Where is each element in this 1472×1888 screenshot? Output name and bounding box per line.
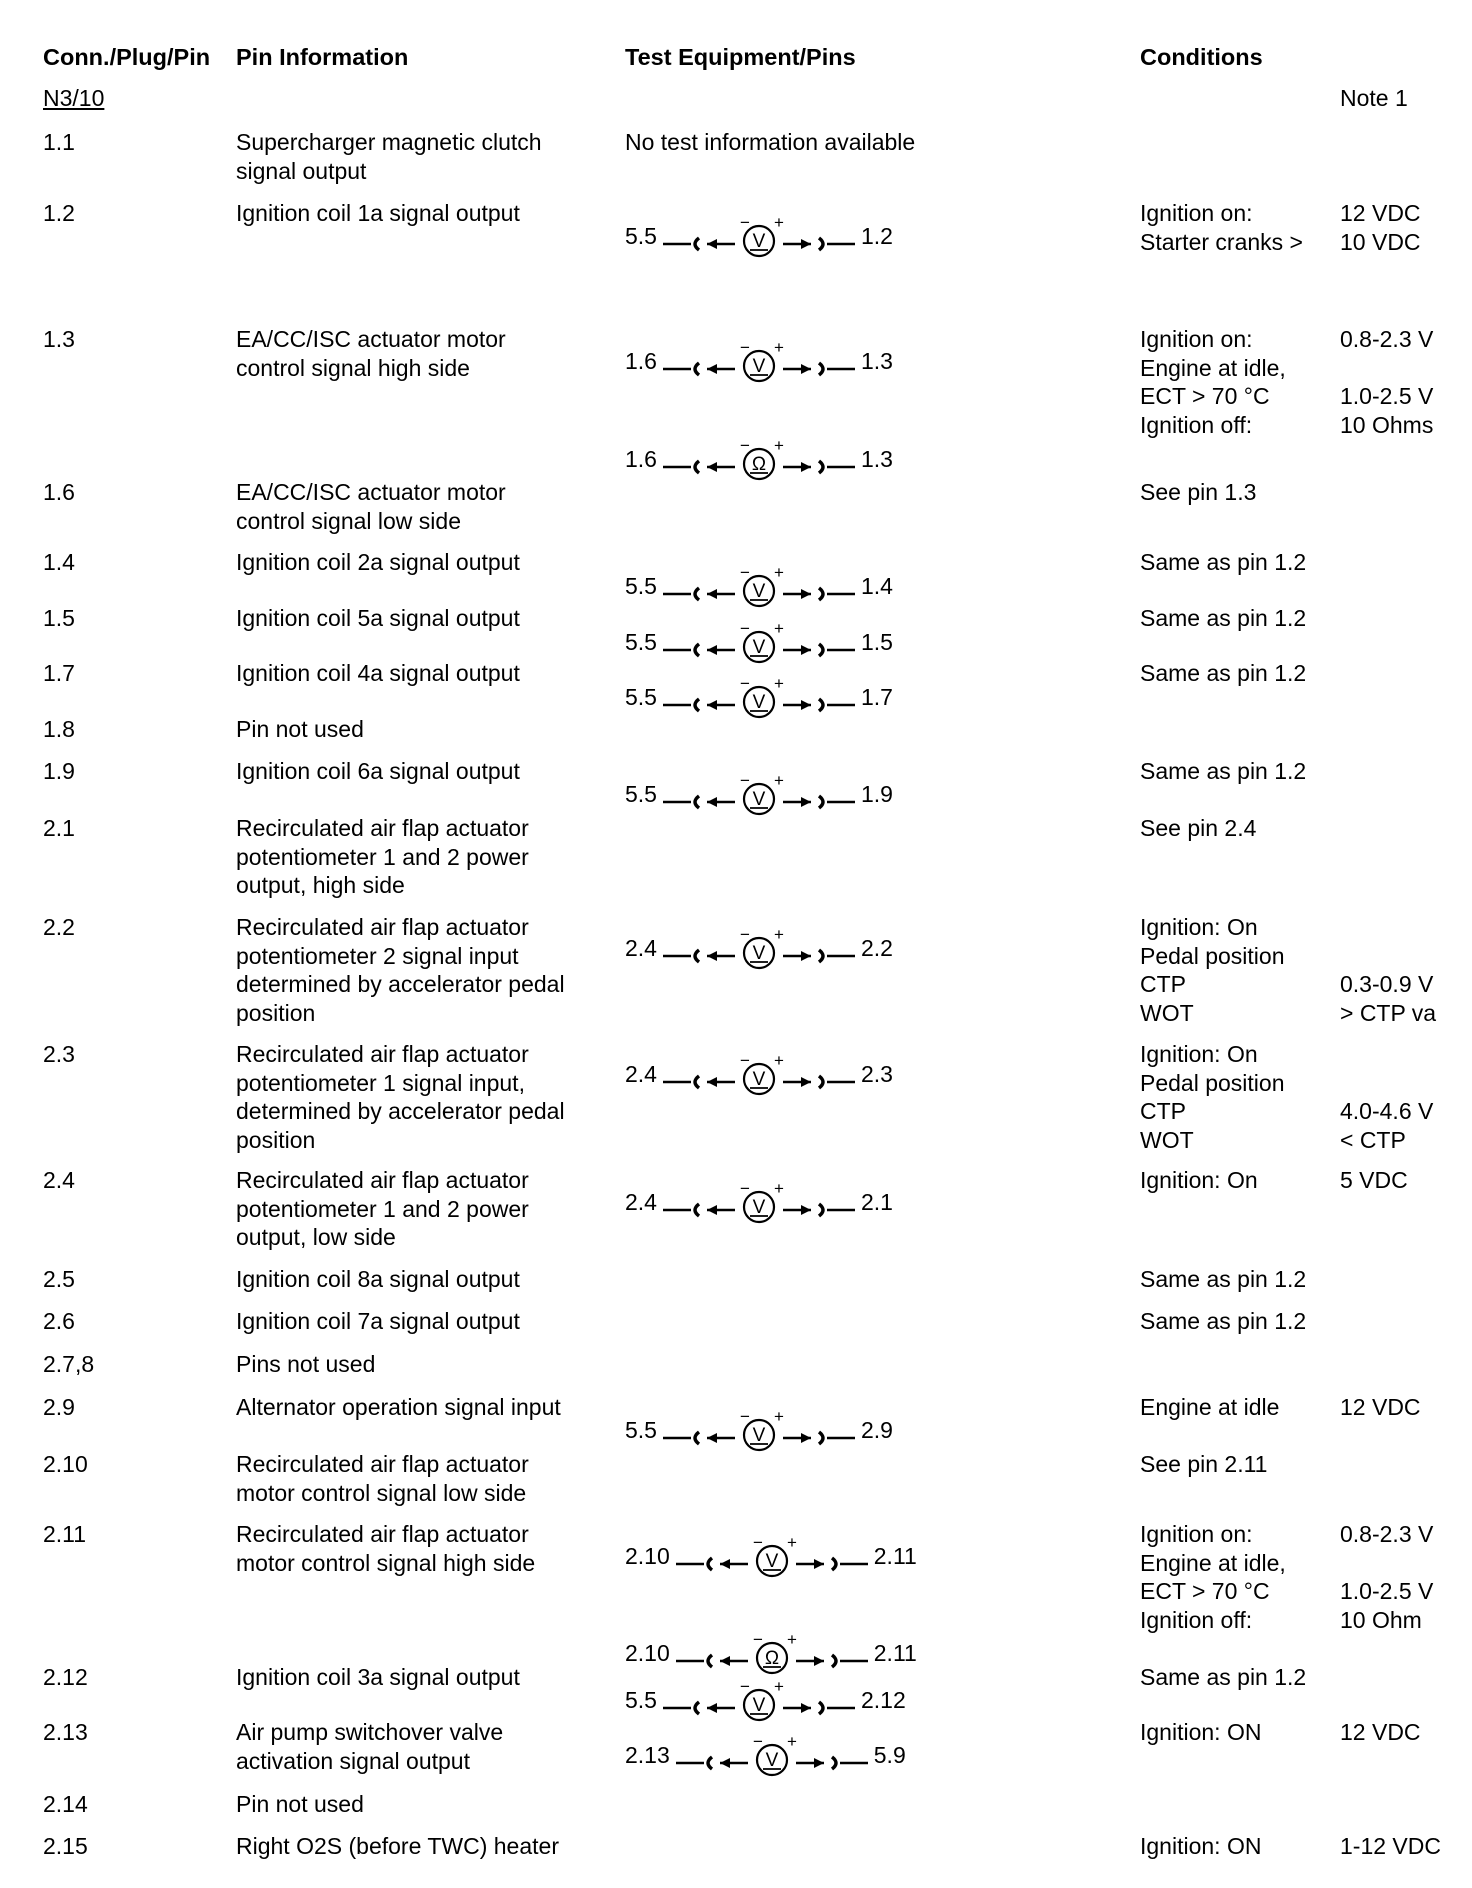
pin-information-line: potentiometer 1 and 2 power (236, 1195, 529, 1222)
pin-number: 2.11 (43, 1521, 87, 1547)
condition-value: 12 VDC (1340, 1394, 1421, 1420)
svg-text:−: − (739, 437, 750, 455)
svg-text:V: V (752, 1069, 766, 1090)
pin-information (236, 1790, 364, 1819)
condition-values (1340, 325, 1433, 439)
svg-text:−: − (739, 620, 750, 638)
pin-information (236, 1350, 375, 1379)
svg-text:+: + (773, 1052, 784, 1070)
condition-value: 1.0-2.5 V (1340, 383, 1434, 409)
pin-information-line: Pin not used (236, 1791, 364, 1817)
svg-text:+: + (786, 1534, 797, 1552)
condition-value (1340, 942, 1436, 971)
test-pin-from: 2.10 (625, 1543, 670, 1569)
pin-information-line: activation signal output (236, 1747, 470, 1774)
pin-number: 1.3 (43, 326, 75, 352)
condition-line: Engine at idle, (1140, 354, 1286, 381)
test-pin-from: 5.5 (625, 1687, 657, 1713)
test-pin-to: 2.11 (873, 1543, 917, 1569)
condition-line: Same as pin 1.2 (1140, 660, 1307, 686)
condition-values (1340, 199, 1421, 256)
condition-value (1340, 1069, 1433, 1098)
svg-text:V: V (752, 692, 766, 713)
condition-value: 1-12 VDC (1340, 1833, 1441, 1859)
test-connection (625, 1408, 893, 1452)
pin-number: 2.15 (43, 1833, 88, 1859)
svg-text:V: V (752, 356, 766, 377)
condition-line: Ignition: ON (1140, 1719, 1262, 1745)
svg-text:V: V (752, 581, 766, 602)
pin-number: 1.5 (43, 605, 75, 631)
pin-number: 1.8 (43, 716, 75, 742)
pin-information-line: Air pump switchover valve (236, 1719, 504, 1745)
pin-information-line: position (236, 999, 316, 1026)
conditions (1140, 1520, 1286, 1634)
pin-information-line: EA/CC/ISC actuator motor (236, 479, 506, 505)
conditions (1140, 1393, 1279, 1422)
voltmeter-icon (661, 772, 857, 816)
test-connection (625, 339, 893, 383)
condition-line: Ignition: On (1140, 914, 1258, 940)
condition-line: Starter cranks > (1140, 228, 1303, 255)
condition-value: 12 VDC (1340, 1719, 1421, 1745)
pin-information-line: Ignition coil 5a signal output (236, 605, 520, 631)
svg-text:−: − (739, 1408, 750, 1426)
section-label: N3/10 (43, 85, 105, 111)
condition-value (1340, 1549, 1433, 1578)
pin-information (236, 814, 529, 900)
ohmmeter-icon (674, 1631, 870, 1675)
condition-line: CTP (1140, 971, 1186, 997)
pin-information-line: signal output (236, 157, 367, 184)
header-conditions: Conditions (1140, 44, 1263, 70)
test-connection (625, 1180, 893, 1224)
pin-information-line: Ignition coil 6a signal output (236, 758, 520, 784)
condition-values (1340, 1040, 1433, 1154)
condition-line: Ignition on: (1140, 1521, 1253, 1547)
test-connection (625, 1678, 906, 1722)
condition-line: Ignition off: (1140, 411, 1253, 438)
test-pin-from: 2.4 (625, 935, 657, 961)
condition-line: Ignition: On (1140, 1167, 1258, 1193)
condition-line: Same as pin 1.2 (1140, 1664, 1307, 1690)
condition-line: Same as pin 1.2 (1140, 1308, 1307, 1334)
test-pin-from: 5.5 (625, 781, 657, 807)
test-pin-from: 1.6 (625, 446, 657, 472)
voltmeter-icon (661, 1408, 857, 1452)
test-pin-to: 1.4 (860, 573, 893, 599)
pin-information-line: determined by accelerator pedal (236, 971, 565, 997)
condition-value: > CTP va (1340, 999, 1437, 1026)
condition-line: Ignition on: (1140, 200, 1253, 226)
pin-number: 2.3 (43, 1041, 75, 1067)
test-connection (625, 1052, 893, 1096)
test-connection (625, 675, 893, 719)
conditions (1140, 548, 1306, 577)
svg-text:V: V (752, 789, 766, 810)
svg-text:+: + (786, 1733, 797, 1751)
test-connection (625, 1534, 917, 1578)
pin-number: 1.6 (43, 479, 75, 505)
pin-information (236, 1520, 535, 1577)
pin-information-line: Supercharger magnetic clutch (236, 129, 542, 155)
pin-information (236, 478, 506, 535)
pin-number: 2.2 (43, 914, 75, 940)
test-pin-from: 2.13 (625, 1742, 670, 1768)
header-pin-information: Pin Information (236, 44, 409, 70)
conditions (1140, 814, 1256, 843)
svg-text:V: V (752, 1695, 766, 1716)
conditions (1140, 1040, 1285, 1154)
voltmeter-icon (661, 564, 857, 608)
svg-text:+: + (773, 564, 784, 582)
pin-information (236, 659, 520, 688)
test-pin-from: 5.5 (625, 573, 657, 599)
svg-text:V: V (752, 943, 766, 964)
pin-number: 2.4 (43, 1167, 75, 1193)
condition-values (1340, 1718, 1421, 1747)
pin-information (236, 1393, 561, 1422)
svg-text:−: − (739, 772, 750, 790)
test-connection (625, 926, 893, 970)
svg-text:V: V (752, 1425, 766, 1446)
test-connection (625, 564, 893, 608)
pin-information-line: motor control signal low side (236, 1479, 527, 1506)
pin-information-line: output, low side (236, 1224, 396, 1250)
condition-value: 10 Ohm (1340, 1606, 1422, 1633)
condition-line: Ignition: On (1140, 1041, 1258, 1067)
conditions (1140, 604, 1306, 633)
voltmeter-icon (661, 1678, 857, 1722)
pin-information (236, 604, 520, 633)
svg-text:V: V (752, 1197, 766, 1218)
test-connection (625, 437, 893, 481)
pin-information-line: control signal high side (236, 354, 470, 381)
pin-number: 2.1 (43, 815, 75, 841)
pin-information (236, 913, 565, 1027)
pin-information-line: Recirculated air flap actuator (236, 1451, 529, 1477)
pin-number: 2.7,8 (43, 1351, 95, 1377)
pin-information-line: position (236, 1126, 316, 1153)
section-note: Note 1 (1340, 85, 1408, 111)
svg-text:+: + (773, 675, 784, 693)
voltmeter-icon (674, 1733, 870, 1777)
condition-line: WOT (1140, 1126, 1194, 1153)
pin-information (236, 1265, 520, 1294)
pin-information-line: potentiometer 1 and 2 power (236, 843, 529, 870)
condition-line: Pedal position (1140, 942, 1285, 969)
condition-value: < CTP (1340, 1126, 1406, 1153)
pin-information-line: Ignition coil 2a signal output (236, 549, 520, 575)
voltmeter-icon (661, 675, 857, 719)
test-pin-to: 1.5 (860, 629, 893, 655)
condition-value: 0.8-2.3 V (1340, 1521, 1434, 1547)
svg-text:+: + (773, 1180, 784, 1198)
pin-information-line: Recirculated air flap actuator (236, 1041, 529, 1067)
test-pin-to: 2.12 (860, 1687, 906, 1713)
svg-text:+: + (786, 1631, 797, 1649)
condition-line: See pin 2.4 (1140, 815, 1257, 841)
conditions (1140, 1166, 1258, 1195)
pin-number: 1.2 (43, 200, 75, 226)
voltmeter-icon (661, 1180, 857, 1224)
test-connection (625, 772, 893, 816)
pin-information (236, 715, 364, 744)
test-pin-to: 1.3 (860, 446, 893, 472)
svg-text:Ω: Ω (751, 454, 767, 475)
pin-information-line: motor control signal high side (236, 1549, 536, 1576)
pin-information-line: Recirculated air flap actuator (236, 815, 529, 841)
pin-information-line: potentiometer 1 signal input, (236, 1069, 525, 1096)
condition-line: ECT > 70 °C (1140, 1578, 1270, 1604)
svg-text:−: − (739, 1180, 750, 1198)
pin-information (236, 1832, 559, 1861)
test-pin-from: 2.4 (625, 1061, 657, 1087)
condition-line: See pin 2.11 (1140, 1451, 1268, 1477)
pin-information (236, 1307, 520, 1336)
pin-number: 2.5 (43, 1266, 75, 1292)
svg-text:−: − (739, 1678, 750, 1696)
condition-values (1340, 1393, 1421, 1422)
test-pin-to: 2.2 (860, 935, 893, 961)
conditions (1140, 478, 1256, 507)
condition-line: CTP (1140, 1098, 1186, 1124)
pin-information-line: Ignition coil 8a signal output (236, 1266, 520, 1292)
pin-information-line: potentiometer 2 signal input (236, 942, 519, 969)
conditions (1140, 757, 1306, 786)
condition-line: Engine at idle (1140, 1394, 1280, 1420)
svg-text:Ω: Ω (764, 1648, 779, 1669)
header-test-equipment: Test Equipment/Pins (625, 44, 856, 70)
test-connection (625, 214, 893, 258)
test-pin-from: 1.6 (625, 348, 657, 374)
voltmeter-icon (661, 620, 857, 664)
condition-line: Same as pin 1.2 (1140, 758, 1307, 784)
conditions (1140, 325, 1286, 439)
conditions (1140, 1450, 1267, 1479)
condition-line: Ignition: ON (1140, 1833, 1262, 1859)
svg-text:V: V (752, 637, 766, 658)
svg-text:−: − (752, 1733, 763, 1751)
pin-information-line: Recirculated air flap actuator (236, 1167, 529, 1193)
voltmeter-icon (661, 926, 857, 970)
condition-line: Same as pin 1.2 (1140, 605, 1307, 631)
pin-information-line: output, high side (236, 872, 405, 898)
svg-text:−: − (739, 214, 750, 232)
condition-line: Same as pin 1.2 (1140, 1266, 1307, 1292)
pin-information-line: Ignition coil 3a signal output (236, 1664, 520, 1690)
test-pin-to: 2.3 (860, 1061, 893, 1087)
pin-number: 2.13 (43, 1719, 88, 1745)
conditions (1140, 1663, 1306, 1692)
test-pin-from: 5.5 (625, 1417, 657, 1443)
svg-text:−: − (739, 675, 750, 693)
svg-text:−: − (739, 926, 750, 944)
pin-information-line: determined by accelerator pedal (236, 1098, 565, 1124)
pin-information-line: Ignition coil 4a signal output (236, 660, 520, 686)
condition-line: Pedal position (1140, 1069, 1285, 1096)
test-connection (625, 1631, 917, 1675)
svg-text:+: + (773, 339, 784, 357)
test-pin-from: 2.10 (625, 1640, 670, 1666)
svg-text:+: + (773, 1408, 784, 1426)
pin-information (236, 199, 520, 228)
conditions (1140, 1265, 1306, 1294)
conditions (1140, 913, 1285, 1027)
pin-information (236, 548, 520, 577)
condition-value (1340, 354, 1433, 383)
pin-number: 1.4 (43, 549, 75, 575)
pin-information (236, 1718, 503, 1775)
pin-number: 2.9 (43, 1394, 75, 1420)
test-pin-to: 2.1 (860, 1189, 893, 1215)
condition-value: 12 VDC (1340, 200, 1421, 226)
pin-information (236, 1663, 520, 1692)
condition-value: 1.0-2.5 V (1340, 1578, 1434, 1604)
pin-information-line: Ignition coil 1a signal output (236, 200, 520, 226)
pin-information (236, 1166, 529, 1252)
conditions (1140, 199, 1303, 256)
condition-value (1340, 1040, 1433, 1069)
pin-information-line: control signal low side (236, 507, 462, 534)
pin-information-line: Pins not used (236, 1351, 376, 1377)
voltmeter-icon (661, 1052, 857, 1096)
test-connection (625, 1733, 906, 1777)
test-pin-to: 1.2 (860, 223, 893, 249)
condition-line: Ignition off: (1140, 1606, 1253, 1633)
condition-line: ECT > 70 °C (1140, 383, 1270, 409)
condition-values (1340, 913, 1436, 1027)
pin-information (236, 325, 506, 382)
test-pin-from: 5.5 (625, 684, 657, 710)
pin-number: 1.7 (43, 660, 75, 686)
svg-text:V: V (752, 231, 766, 252)
test-pin-to: 1.3 (860, 348, 893, 374)
pin-information-line: Ignition coil 7a signal output (236, 1308, 520, 1334)
svg-text:+: + (773, 772, 784, 790)
condition-line: Same as pin 1.2 (1140, 549, 1307, 575)
svg-text:+: + (773, 1678, 784, 1696)
svg-text:+: + (773, 620, 784, 638)
pin-information (236, 1450, 529, 1507)
pin-information (236, 757, 520, 786)
condition-value: 0.8-2.3 V (1340, 326, 1434, 352)
pin-number: 2.14 (43, 1791, 88, 1817)
svg-text:−: − (752, 1631, 763, 1649)
test-pin-to: 2.11 (873, 1640, 917, 1666)
conditions (1140, 1307, 1306, 1336)
pin-information-line: Recirculated air flap actuator (236, 1521, 529, 1547)
test-pin-from: 5.5 (625, 629, 657, 655)
test-pin-to: 5.9 (873, 1742, 906, 1768)
voltmeter-icon (661, 339, 857, 383)
ohmmeter-icon (661, 437, 857, 481)
test-pin-from: 5.5 (625, 223, 657, 249)
condition-value: 5 VDC (1340, 1167, 1408, 1193)
condition-values (1340, 1166, 1408, 1195)
svg-text:V: V (765, 1551, 779, 1572)
pin-number: 1.9 (43, 758, 75, 784)
condition-values (1340, 1832, 1441, 1861)
svg-text:V: V (765, 1750, 779, 1771)
condition-values (1340, 1520, 1433, 1634)
condition-value: 4.0-4.6 V (1340, 1098, 1434, 1124)
test-pin-to: 2.9 (860, 1417, 893, 1443)
condition-line: Engine at idle, (1140, 1549, 1286, 1576)
condition-value: 10 VDC (1340, 228, 1421, 255)
conditions (1140, 1832, 1261, 1861)
pin-number: 1.1 (43, 129, 75, 155)
pin-information-line: Right O2S (before TWC) heater (236, 1833, 559, 1859)
svg-text:+: + (773, 214, 784, 232)
test-pin-to: 1.9 (860, 781, 893, 807)
pin-information (236, 1040, 565, 1154)
svg-text:+: + (773, 926, 784, 944)
test-connection (625, 620, 893, 664)
pin-information (236, 128, 542, 185)
svg-text:+: + (773, 437, 784, 455)
conditions (1140, 1718, 1261, 1747)
header-pin: Conn./Plug/Pin (43, 44, 211, 70)
pin-number: 2.6 (43, 1308, 75, 1334)
test-equipment-text: No test information available (625, 129, 916, 155)
condition-value: 10 Ohms (1340, 411, 1434, 438)
pin-information-line: Recirculated air flap actuator (236, 914, 529, 940)
condition-line: Ignition on: (1140, 326, 1253, 352)
condition-line: WOT (1140, 999, 1194, 1026)
voltmeter-icon (661, 214, 857, 258)
pin-number: 2.12 (43, 1664, 88, 1690)
pin-number: 2.10 (43, 1451, 88, 1477)
test-pin-from: 2.4 (625, 1189, 657, 1215)
condition-value: 0.3-0.9 V (1340, 971, 1434, 997)
svg-text:−: − (739, 564, 750, 582)
conditions (1140, 659, 1306, 688)
condition-line: See pin 1.3 (1140, 479, 1257, 505)
pin-information-line: Alternator operation signal input (236, 1394, 561, 1420)
voltmeter-icon (674, 1534, 870, 1578)
svg-text:−: − (739, 339, 750, 357)
svg-text:−: − (752, 1534, 763, 1552)
test-pin-to: 1.7 (860, 684, 893, 710)
svg-text:−: − (739, 1052, 750, 1070)
pin-information-line: EA/CC/ISC actuator motor (236, 326, 506, 352)
pin-information-line: Pin not used (236, 716, 364, 742)
condition-value (1340, 913, 1436, 942)
